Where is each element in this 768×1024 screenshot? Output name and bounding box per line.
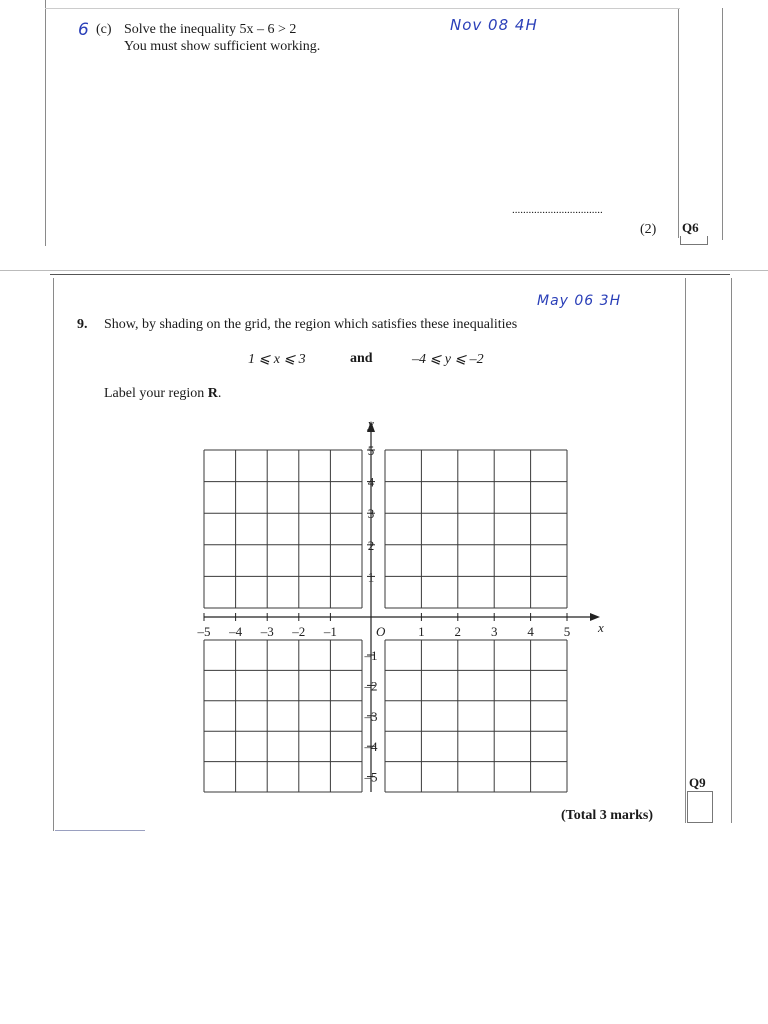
y-tick-label: 4 [367,474,375,490]
q6-marks: (2) [640,222,657,237]
x-tick-label: 3 [490,624,498,639]
y-tick-label: 1 [367,569,375,585]
x-tick-label: –4 [229,624,243,639]
q9-total-marks: (Total 3 marks) [561,808,654,823]
q9-region-letter: R [207,386,218,401]
q6-number: 6 [78,20,89,40]
q9-label-period: . [217,386,222,401]
x-tick-label: 2 [454,624,462,639]
y-tick-label: –4 [364,739,378,755]
q9-label-box [689,775,706,791]
q9-inequality-x: 1 ⩽ x ⩽ 3 [248,352,306,367]
x-tick-label: –5 [197,624,211,639]
q6-instruction: You must show sufficient working. [124,39,321,54]
x-tick-label: 5 [563,624,571,639]
y-tick-label: –5 [364,769,378,785]
q9-handwritten-annotation: May 06 3H [537,293,622,309]
x-tick-label: 4 [527,624,534,639]
y-tick-label: 5 [367,443,375,458]
q6-prompt: Solve the inequality 5x – 6 > 2 [124,22,297,37]
y-tick-label: 2 [367,537,375,553]
x-axis-label: x [598,620,604,635]
q6-label: Q6 [682,220,699,235]
q9-and: and [350,351,373,366]
q9-prompt: Show, by shading on the grid, the region which satisfies these inequalities [104,317,518,332]
y-tick-label: –2 [364,678,378,694]
q6-part: (c) [96,22,112,37]
q9-number: 9. [77,317,88,332]
x-tick-label: –1 [323,624,337,639]
y-tick-label: –3 [364,708,378,724]
q6-handwritten-annotation: Nov 08 4H [450,16,538,34]
q9-label: Q9 [689,775,706,790]
y-tick-label: 3 [367,506,375,522]
tick-labels [197,416,605,785]
axes [204,421,600,792]
grid-lines [204,450,567,792]
q6-answer-line: ................................. [512,204,603,216]
x-tick-label: 1 [418,624,425,639]
origin-label: O [376,624,386,639]
q9-label-text: Label your region [104,386,205,401]
x-tick-label: –2 [292,624,306,639]
x-tick-label: –3 [260,624,274,639]
q9-inequality-y: –4 ⩽ y ⩽ –2 [412,352,484,367]
y-tick-label: –1 [364,648,378,663]
y-axis-label: y [368,416,374,431]
